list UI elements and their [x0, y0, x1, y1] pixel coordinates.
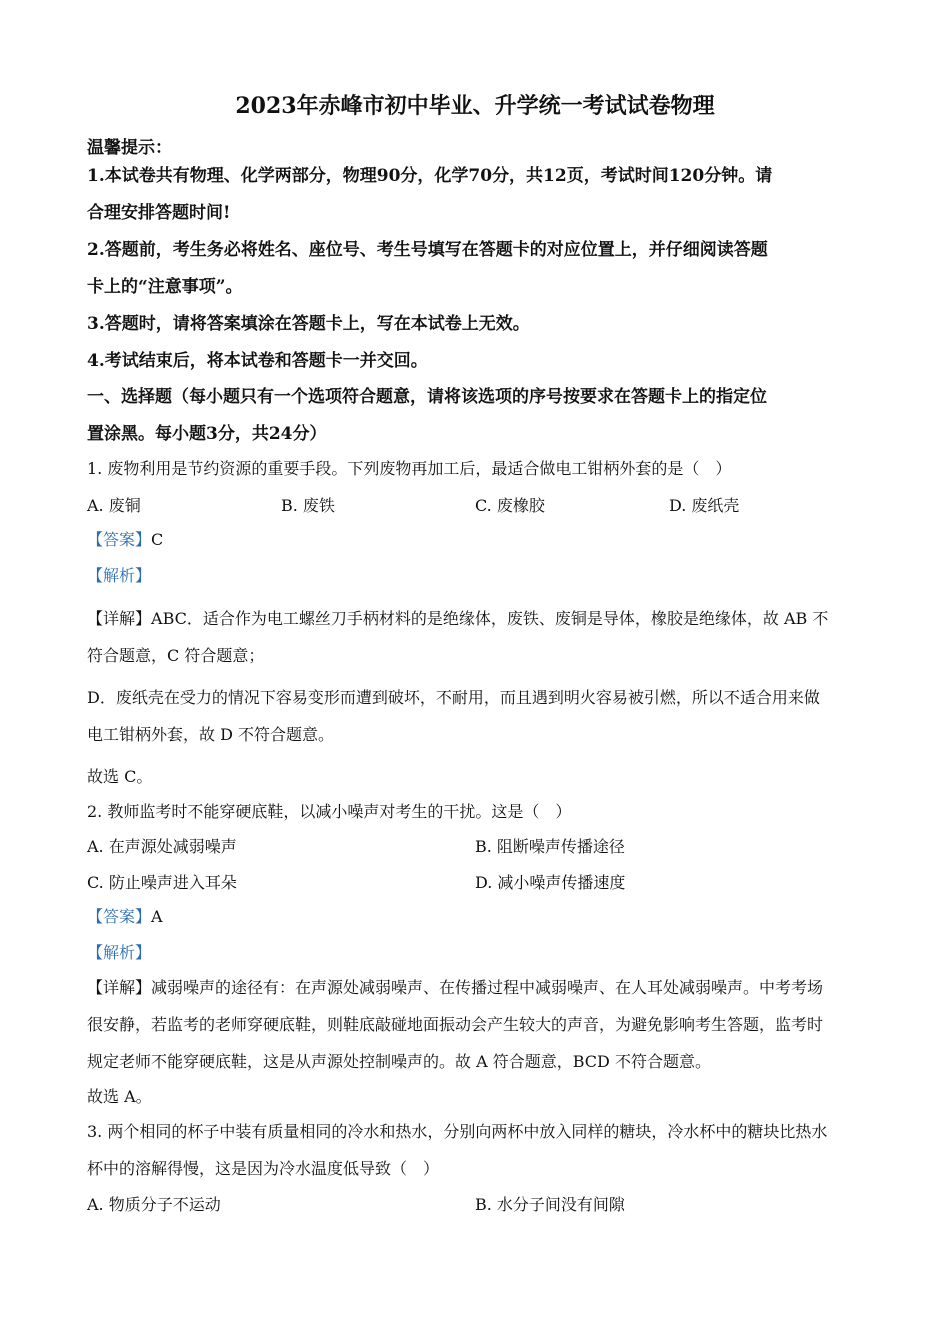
answer-value: C: [151, 530, 164, 549]
option-d: D. 减小噪声传播速度: [475, 873, 626, 892]
question-stem: 1. 废物利用是节约资源的重要手段。下列废物再加工后，最适合做电工钳柄外套的是（ ）: [87, 459, 732, 478]
option-a: A. 在声源处减弱噪声: [87, 837, 237, 856]
question-stem: 3. 两个相同的杯子中装有质量相同的冷水和热水，分别向两杯中放入同样的糖块，冷水杯中的糖块比热水: [87, 1122, 828, 1141]
option-c: C. 废橡胶: [475, 496, 545, 515]
detail-line: 符合题意，C 符合题意；: [87, 646, 265, 665]
analysis-line: [87, 943, 151, 963]
tip-line: 合理安排答题时间!: [87, 203, 231, 223]
detail-line: 规定老师不能穿硬底鞋，这是从声源处控制噪声的。故 A 符合题意，BCD 不符合题意。: [87, 1052, 711, 1071]
detail-line: 电工钳柄外套，故 D 不符合题意。: [87, 725, 335, 744]
section-heading: 一、选择题（每小题只有一个选项符合题意，请将该选项的序号按要求在答题卡上的指定位: [87, 387, 767, 407]
page-title: 2023年赤峰市初中毕业、升学统一考试试卷物理: [235, 93, 715, 119]
answer-line: [87, 530, 163, 550]
tip-line: 4.考试结束后，将本试卷和答题卡一并交回。: [87, 351, 428, 371]
detail-line: 很安静，若监考的老师穿硬底鞋，则鞋底敲碰地面振动会产生较大的声音，为避免影响考生答题，监考时: [87, 1015, 824, 1034]
detail-line: 故选 A。: [87, 1087, 152, 1106]
detail-line: [87, 978, 823, 998]
detail-text: ABC．适合作为电工螺丝刀手柄材料的是绝缘体，废铁、废铜是导体，橡胶是绝缘体，故 AB 不: [151, 609, 829, 628]
answer-line: [87, 907, 163, 927]
answer-tag: 【答案】: [87, 530, 152, 549]
answer-value: A: [151, 907, 163, 926]
detail-tag: 【详解】: [87, 978, 152, 997]
analysis-line: [87, 566, 151, 586]
detail-text: 减弱噪声的途径有：在声源处减弱噪声、在传播过程中减弱噪声、在人耳处减弱噪声。中考考场: [151, 978, 824, 997]
detail-line: [87, 609, 828, 629]
tip-line: 2.答题前，考生务必将姓名、座位号、考生号填写在答题卡的对应位置上，并仔细阅读答题: [87, 240, 768, 260]
question-stem: 杯中的溶解得慢，这是因为冷水温度低导致（ ）: [87, 1159, 440, 1178]
option-b: B. 水分子间没有间隙: [475, 1195, 625, 1214]
analysis-tag: 【解析】: [87, 566, 152, 585]
tip-line: 3.答题时，请将答案填涂在答题卡上，写在本试卷上无效。: [87, 314, 530, 334]
option-a: A. 物质分子不运动: [87, 1195, 221, 1214]
detail-line: 故选 C。: [87, 767, 153, 786]
question-stem: 2. 教师监考时不能穿硬底鞋，以减小噪声对考生的干扰。这是（ ）: [87, 802, 572, 821]
detail-tag: 【详解】: [87, 609, 152, 628]
option-c: C. 防止噪声进入耳朵: [87, 873, 237, 892]
option-d: D. 废纸壳: [669, 496, 740, 515]
answer-tag: 【答案】: [87, 907, 152, 926]
analysis-tag: 【解析】: [87, 943, 152, 962]
tip-line: 卡上的“注意事项”。: [87, 277, 243, 297]
tips-heading: 温馨提示：: [87, 138, 172, 158]
option-b: B. 阻断噪声传播途径: [475, 837, 625, 856]
section-heading: 置涂黑。每小题3分，共24分）: [87, 424, 327, 444]
option-b: B. 废铁: [281, 496, 335, 515]
option-a: A. 废铜: [87, 496, 141, 515]
tip-line: 1.本试卷共有物理、化学两部分，物理90分，化学70分，共12页，考试时间120分钟。请: [87, 166, 773, 186]
detail-line: D．废纸壳在受力的情况下容易变形而遭到破坏，不耐用，而且遇到明火容易被引燃，所以不适合用来做: [87, 688, 820, 707]
